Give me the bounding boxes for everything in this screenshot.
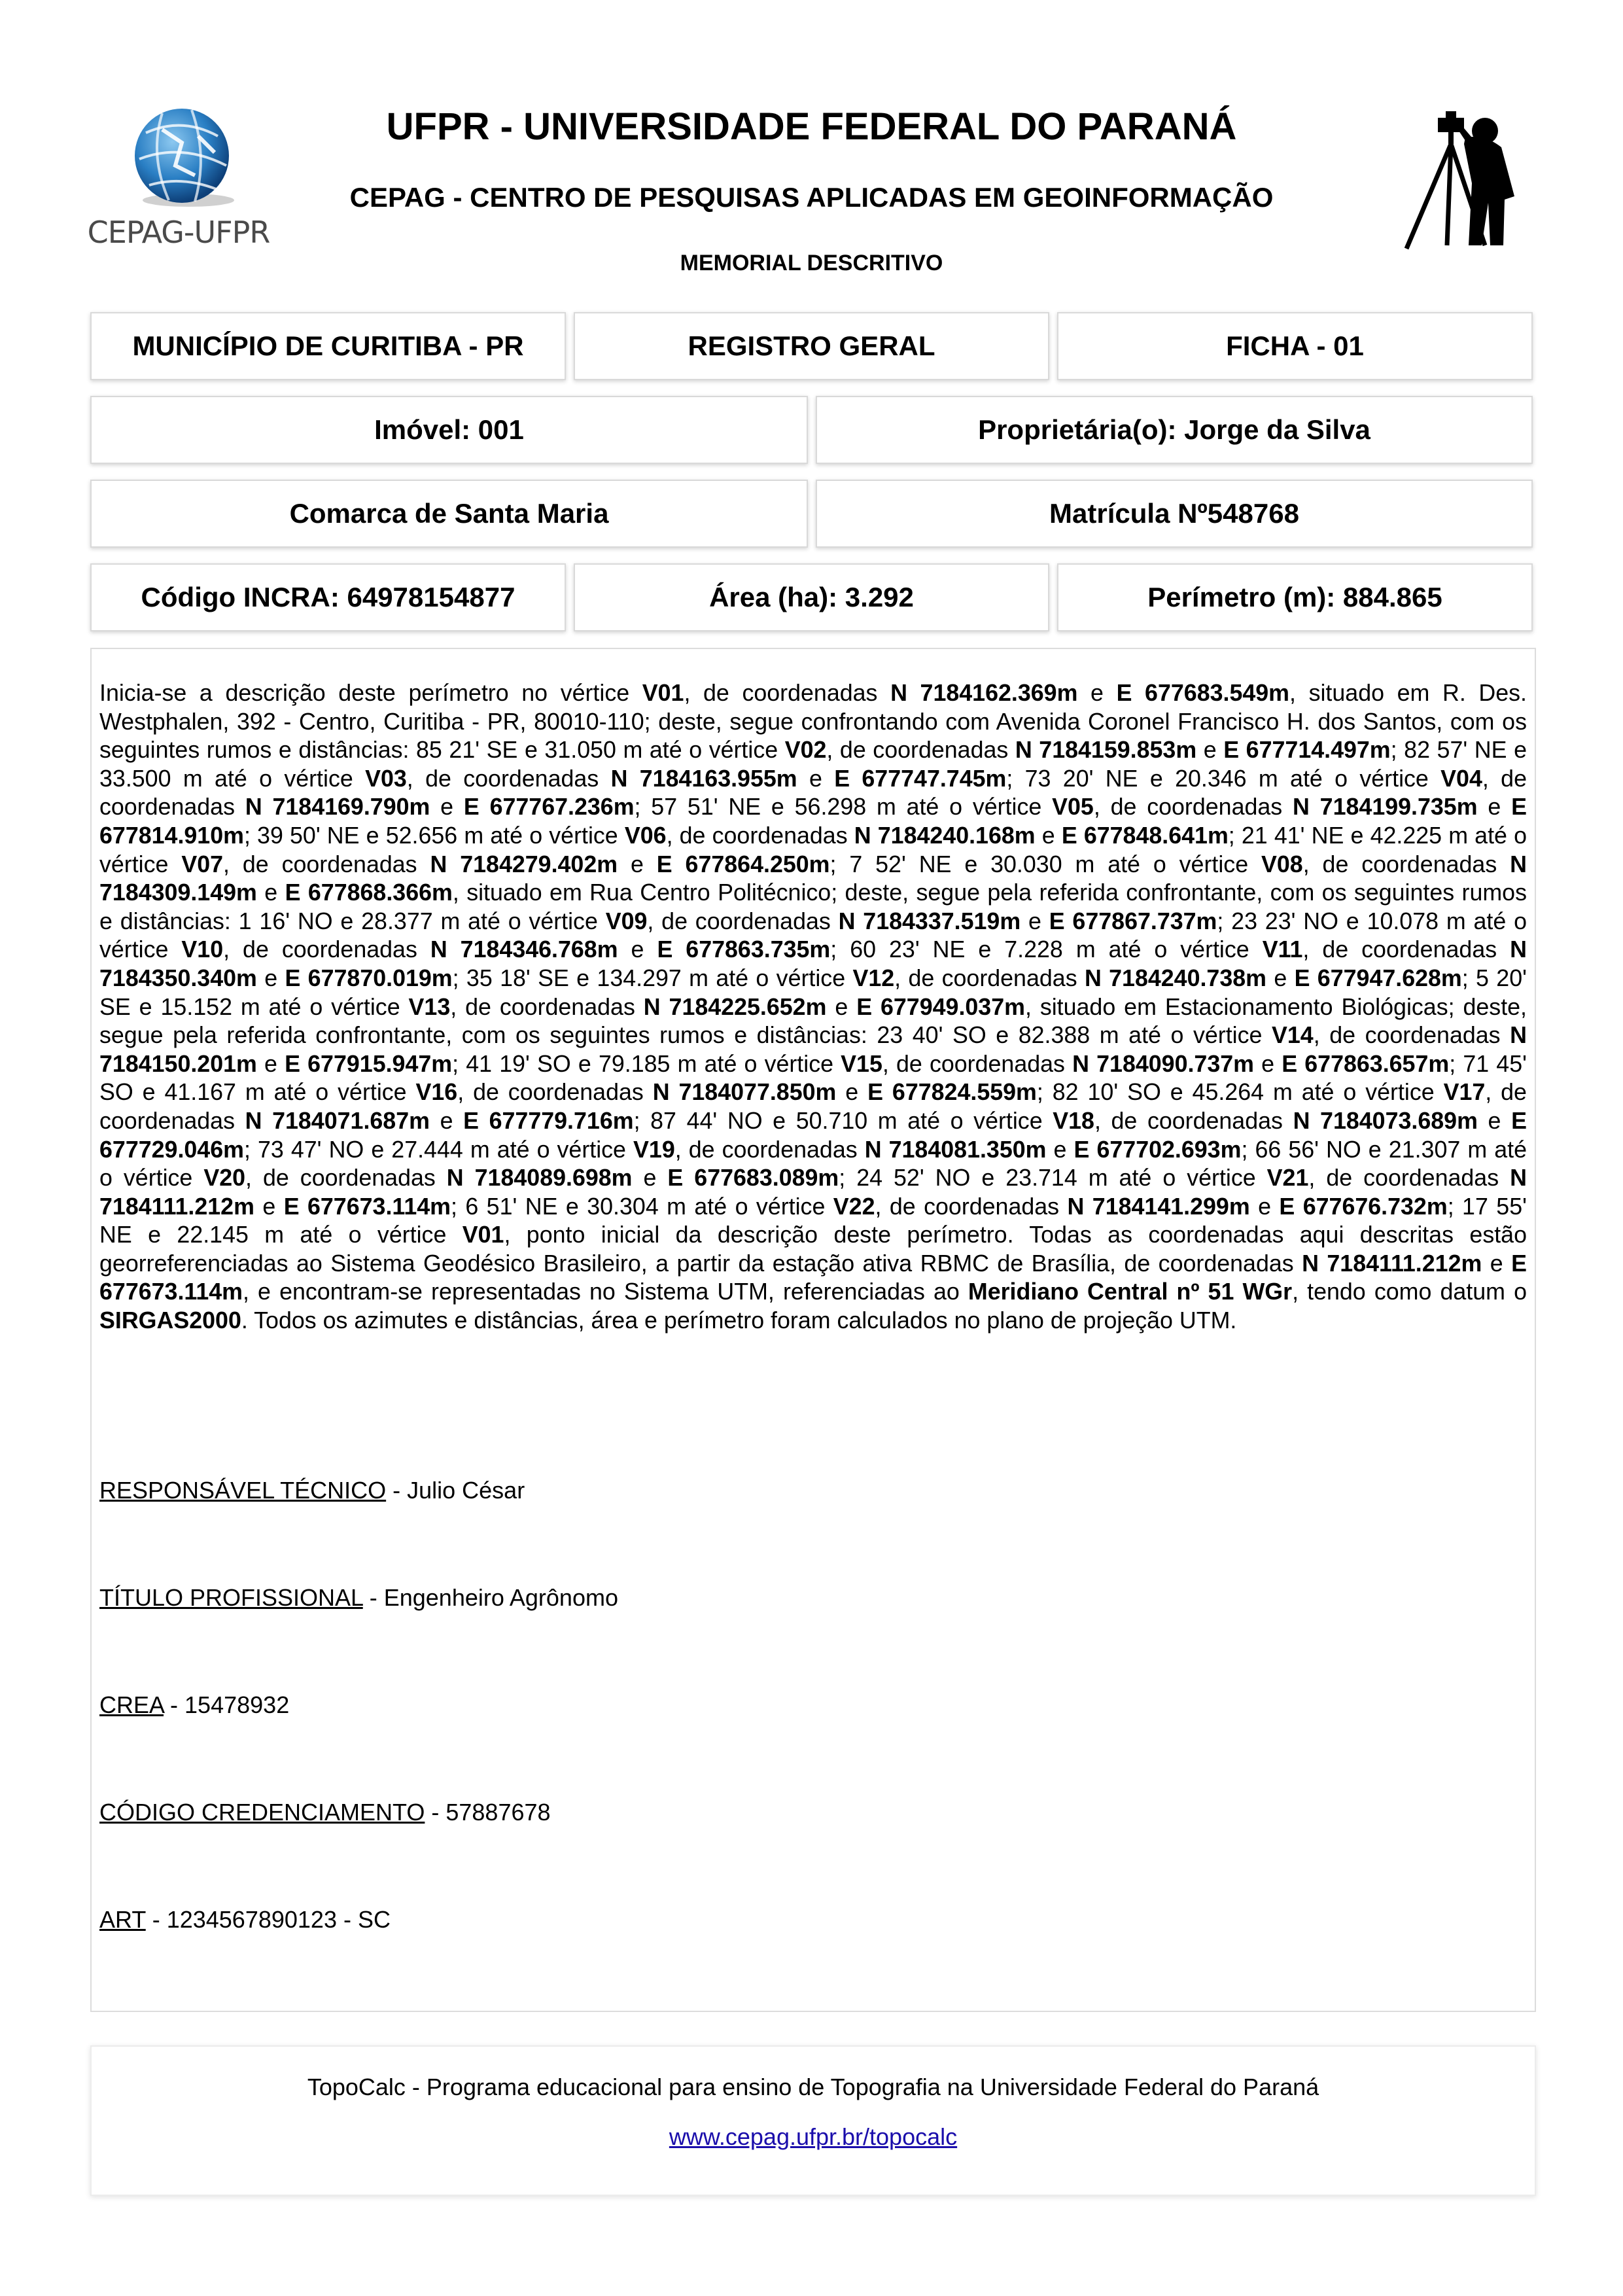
bold-segment: E 677824.559m [867, 1079, 1037, 1106]
text-segment: , situado em Rua Centro Politécnico; deste, segue pela referida confrontante, com os seguintes rumos e distâncias: 1 16' NO e 28.377 m até o vértice [99, 879, 1527, 934]
bold-segment: V02 [784, 737, 827, 764]
text-segment: , de coordenadas [450, 993, 644, 1020]
text-segment: e [256, 879, 285, 906]
bold-segment: N 7184199.735m [1293, 794, 1478, 821]
bold-segment: N 7184225.652m [643, 993, 827, 1020]
text-segment: , de coordenadas [1308, 1165, 1510, 1192]
text-segment: , de coordenadas [875, 1193, 1068, 1220]
text-segment: e [256, 964, 285, 991]
bold-segment: E 677915.947m [285, 1050, 453, 1077]
bold-segment: N 7184090.737m [1072, 1050, 1254, 1077]
bold-segment: N 7184111.212m [1302, 1250, 1482, 1277]
text-segment: e [826, 993, 857, 1020]
bold-segment: V18 [1053, 1107, 1094, 1134]
registro-box: REGISTRO GERAL [574, 312, 1049, 380]
bold-segment: V17 [1443, 1079, 1486, 1106]
titulo-label: TÍTULO PROFISSIONAL [99, 1584, 363, 1611]
text-segment: e [1249, 1193, 1280, 1220]
text-segment: ; 73 20' NE e 20.346 m até o vértice [1006, 765, 1441, 792]
text-segment: , de coordenadas [99, 765, 1527, 821]
bold-segment: N 7184169.790m [245, 794, 430, 821]
comarca-box: Comarca de Santa Maria [90, 480, 808, 548]
text-segment: , de coordenadas [1094, 1107, 1293, 1134]
bold-segment: N 7184240.738m [1084, 964, 1266, 991]
text-segment: e [1021, 908, 1049, 934]
bold-segment: V16 [415, 1079, 458, 1106]
bold-segment: N 7184141.299m [1067, 1193, 1250, 1220]
bold-segment: N 7184350.340m [99, 936, 1527, 991]
university-title: UFPR - UNIVERSIDADE FEDERAL DO PARANÁ [386, 105, 1237, 148]
bold-segment: N 7184309.149m [99, 851, 1527, 906]
art-value: - 1234567890123 - SC [145, 1906, 391, 1933]
text-segment: ; 21 41' NE e 42.225 m até o vértice [99, 822, 1527, 877]
responsavel-field [99, 1477, 525, 1504]
text-segment: e [618, 936, 657, 963]
text-segment: e [1035, 822, 1062, 849]
art-field [99, 1906, 391, 1934]
bold-segment: E 677870.019m [285, 964, 453, 991]
bold-segment: N 7184111.212m [99, 1165, 1527, 1220]
text-segment: ; 71 45' SO e 41.167 m até o vértice [99, 1050, 1527, 1106]
bold-segment: E 677864.250m [656, 851, 830, 877]
text-segment: , de coordenadas [1302, 851, 1510, 877]
bold-segment: N 7184081.350m [864, 1136, 1047, 1163]
codigo-value: - 57887678 [425, 1799, 551, 1826]
text-segment: e [1077, 680, 1117, 706]
text-segment: , de coordenadas [684, 680, 891, 706]
text-segment: , de coordenadas [882, 1050, 1073, 1077]
codigo-field [99, 1799, 551, 1826]
bold-segment: V07 [181, 851, 224, 877]
text-segment: , de coordenadas [894, 964, 1085, 991]
bold-segment: V21 [1266, 1165, 1309, 1192]
bold-segment: V05 [1052, 794, 1094, 821]
footer-text: TopoCalc - Programa educacional para ensino de Topografia na Universidade Federal do Paraná [307, 2074, 1319, 2100]
description-panel [90, 648, 1536, 2012]
codigo-label: CÓDIGO CREDENCIAMENTO [99, 1799, 425, 1826]
text-segment: e [1477, 1107, 1512, 1134]
text-segment: , tendo como datum o [1292, 1279, 1527, 1305]
bold-segment: E 677729.046m [99, 1107, 1527, 1163]
text-segment: , de coordenadas [666, 822, 854, 849]
matricula-box: Matrícula Nº548768 [816, 480, 1533, 548]
crea-field [99, 1691, 289, 1719]
bold-segment: N 7184163.955m [610, 765, 797, 792]
bold-segment: N 7184150.201m [99, 1022, 1527, 1077]
crea-value: - 15478932 [164, 1691, 290, 1718]
bold-segment: E 677683.089m [667, 1165, 839, 1192]
responsavel-label: RESPONSÁVEL TÉCNICO [99, 1477, 387, 1504]
bold-segment: E 677949.037m [856, 993, 1025, 1020]
text-segment: , de coordenadas [223, 851, 430, 877]
art-label: ART [99, 1906, 146, 1933]
bold-segment: E 677676.732m [1279, 1193, 1448, 1220]
text-segment: , situado em R. Des. Westphalen, 392 - Centro, Curitiba - PR, 80010-110; deste, segue confrontando com Avenida Coronel Francisco H. dos Santos, com os seguintes rumos e distâncias: 85 21' SE e 31.050 m até o vértice [99, 680, 1527, 764]
bold-segment: V06 [624, 822, 667, 849]
center-title: CEPAG - CENTRO DE PESQUISAS APLICADAS EM GEOINFORMAÇÃO [349, 182, 1274, 213]
proprietario-box: Proprietária(o): Jorge da Silva [816, 396, 1533, 464]
text-segment: , situado em Estacionamento Biológicas; deste, segue pela referida confrontante, com os seguintes rumos e distâncias: 23 40' SO e 82.388 m até o vértice [99, 993, 1527, 1049]
text-segment: e [1477, 794, 1512, 821]
bold-segment: E 677814.910m [99, 794, 1527, 849]
text-segment: , de coordenadas [826, 737, 1015, 764]
bold-segment: E 677714.497m [1223, 737, 1391, 764]
text-segment: e [797, 765, 835, 792]
bold-segment: V12 [852, 964, 895, 991]
text-segment: e [1482, 1250, 1512, 1277]
bold-segment: V22 [833, 1193, 875, 1220]
text-segment: , de coordenadas [245, 1165, 447, 1192]
bold-segment: V20 [203, 1165, 246, 1192]
bold-segment: E 677947.628m [1294, 964, 1462, 991]
text-segment: ; 82 10' SO e 45.264 m até o vértice [1036, 1079, 1444, 1106]
text-segment: ; 66 56' NO e 21.307 m até o vértice [99, 1136, 1527, 1192]
text-segment: ; 82 57' NE e 33.500 m até o vértice [99, 737, 1527, 792]
footer [90, 2045, 1536, 2196]
bold-segment: N 7184077.850m [652, 1079, 837, 1106]
text-segment: ; 17 55' NE e 22.145 m até o vértice [99, 1193, 1527, 1248]
text-segment: ; 73 47' NO e 27.444 m até o vértice [243, 1136, 634, 1163]
perimetro-box: Perímetro (m): 884.865 [1057, 563, 1533, 631]
text-segment: Inicia-se a descrição deste perímetro no vértice [99, 680, 642, 706]
text-segment: e [256, 1050, 285, 1077]
document-type: MEMORIAL DESCRITIVO [680, 251, 943, 275]
bold-segment: V03 [365, 765, 407, 792]
text-segment: e [836, 1079, 868, 1106]
text-segment: e [1196, 737, 1224, 764]
text-segment: ; 5 20' SE e 15.152 m até o vértice [99, 964, 1527, 1020]
text-segment: ; 24 52' NO e 23.714 m até o vértice [839, 1165, 1267, 1192]
bold-segment: V01 [642, 680, 684, 706]
titulo-field [99, 1584, 618, 1612]
bold-segment: V01 [462, 1222, 504, 1248]
bold-segment: V14 [1271, 1022, 1314, 1049]
crea-label: CREA [99, 1691, 164, 1718]
text-segment: ; 60 23' NE e 7.228 m até o vértice [830, 936, 1263, 963]
bold-segment: N 7184162.369m [890, 680, 1078, 706]
bold-segment: V10 [181, 936, 224, 963]
text-segment: , de coordenadas [674, 1136, 865, 1163]
text-segment: , de coordenadas [457, 1079, 653, 1106]
bold-segment: V09 [605, 908, 648, 934]
bold-segment: E 677779.716m [463, 1107, 634, 1134]
bold-segment: E 677863.735m [657, 936, 831, 963]
text-segment: , de coordenadas [99, 1079, 1527, 1134]
text-segment: , de coordenadas [1093, 794, 1293, 821]
text-segment: , e encontram-se representadas no Sistema UTM, referenciadas ao [242, 1279, 968, 1305]
bold-segment: E 677683.549m [1116, 680, 1290, 706]
text-segment: e [632, 1165, 668, 1192]
text-segment: , de coordenadas [1302, 936, 1510, 963]
municipio-box: MUNICÍPIO DE CURITIBA - PR [90, 312, 566, 380]
text-segment: ; 39 50' NE e 52.656 m até o vértice [243, 822, 625, 849]
bold-segment: V08 [1261, 851, 1303, 877]
text-segment: e [1046, 1136, 1074, 1163]
bold-segment: V11 [1262, 936, 1303, 963]
text-segment: , ponto inicial da descrição deste perímetro. Todas as coordenadas aqui descritas estão georreferenciadas ao Sistema Geodésico Brasileiro, a partir da estação ativa RBMC de Brasília, de coordenadas [99, 1222, 1527, 1277]
text-segment: e [430, 794, 464, 821]
bold-segment: N 7184346.768m [430, 936, 618, 963]
text-segment: , de coordenadas [406, 765, 611, 792]
text-segment: , de coordenadas [1313, 1022, 1510, 1049]
text-segment: ; 23 23' NO e 10.078 m até o vértice [99, 908, 1527, 963]
text-segment: ; 57 51' NE e 56.298 m até o vértice [634, 794, 1053, 821]
text-segment: , de coordenadas [647, 908, 839, 934]
text-segment: e [254, 1193, 284, 1220]
text-segment: ; 7 52' NE e 30.030 m até o vértice [829, 851, 1261, 877]
bold-segment: E 677868.366m [285, 879, 453, 906]
text-segment: , de coordenadas [223, 936, 430, 963]
bold-segment: E 677867.737m [1049, 908, 1217, 934]
text-segment: e [1266, 964, 1295, 991]
text-segment: ; 35 18' SE e 134.297 m até o vértice [452, 964, 853, 991]
bold-segment: E 677673.114m [283, 1193, 451, 1220]
logo-text: CEPAG-UFPR [87, 215, 270, 250]
text-segment: ; 87 44' NO e 50.710 m até o vértice [633, 1107, 1053, 1134]
text-segment: e [618, 851, 657, 877]
text-segment: ; 41 19' SO e 79.185 m até o vértice [452, 1050, 841, 1077]
bold-segment: N 7184337.519m [838, 908, 1021, 934]
bold-segment: V15 [841, 1050, 882, 1077]
bold-segment: N 7184089.698m [446, 1165, 633, 1192]
perimeter-description [99, 679, 1527, 1335]
bold-segment: N 7184073.689m [1293, 1107, 1478, 1134]
text-segment: ; 6 51' NE e 30.304 m até o vértice [450, 1193, 833, 1220]
ficha-box: FICHA - 01 [1057, 312, 1533, 380]
incra-box: Código INCRA: 64978154877 [90, 563, 566, 631]
text-segment: . Todos os azimutes e distâncias, área e perímetro foram calculados no plano de projeção UTM. [241, 1307, 1237, 1334]
bold-segment: N 7184071.687m [245, 1107, 430, 1134]
bold-segment: E 677767.236m [463, 794, 635, 821]
bold-segment: E 677848.641m [1061, 822, 1229, 849]
imovel-box: Imóvel: 001 [90, 396, 808, 464]
bold-segment: E 677747.745m [834, 765, 1007, 792]
bold-segment: V13 [408, 993, 451, 1020]
bold-segment: V19 [633, 1136, 675, 1163]
bold-segment: V04 [1440, 765, 1482, 792]
area-box: Área (ha): 3.292 [574, 563, 1049, 631]
footer-link[interactable]: www.cepag.ufpr.br/topocalc [669, 2123, 958, 2150]
titulo-value: - Engenheiro Agrônomo [362, 1584, 618, 1611]
bold-segment: SIRGAS2000 [99, 1307, 241, 1334]
responsavel-value: - Julio César [386, 1477, 525, 1504]
bold-segment: E 677673.114m [99, 1250, 1527, 1305]
surveyor-icon [1387, 105, 1537, 255]
text-segment: e [429, 1107, 464, 1134]
bold-segment: E 677702.693m [1073, 1136, 1242, 1163]
bold-segment: N 7184279.402m [430, 851, 618, 877]
bold-segment: N 7184240.168m [854, 822, 1036, 849]
bold-segment: N 7184159.853m [1015, 737, 1197, 764]
bold-segment: E 677863.657m [1282, 1050, 1450, 1077]
bold-segment: Meridiano Central nº 51 WGr [968, 1279, 1293, 1305]
text-segment: e [1253, 1050, 1282, 1077]
